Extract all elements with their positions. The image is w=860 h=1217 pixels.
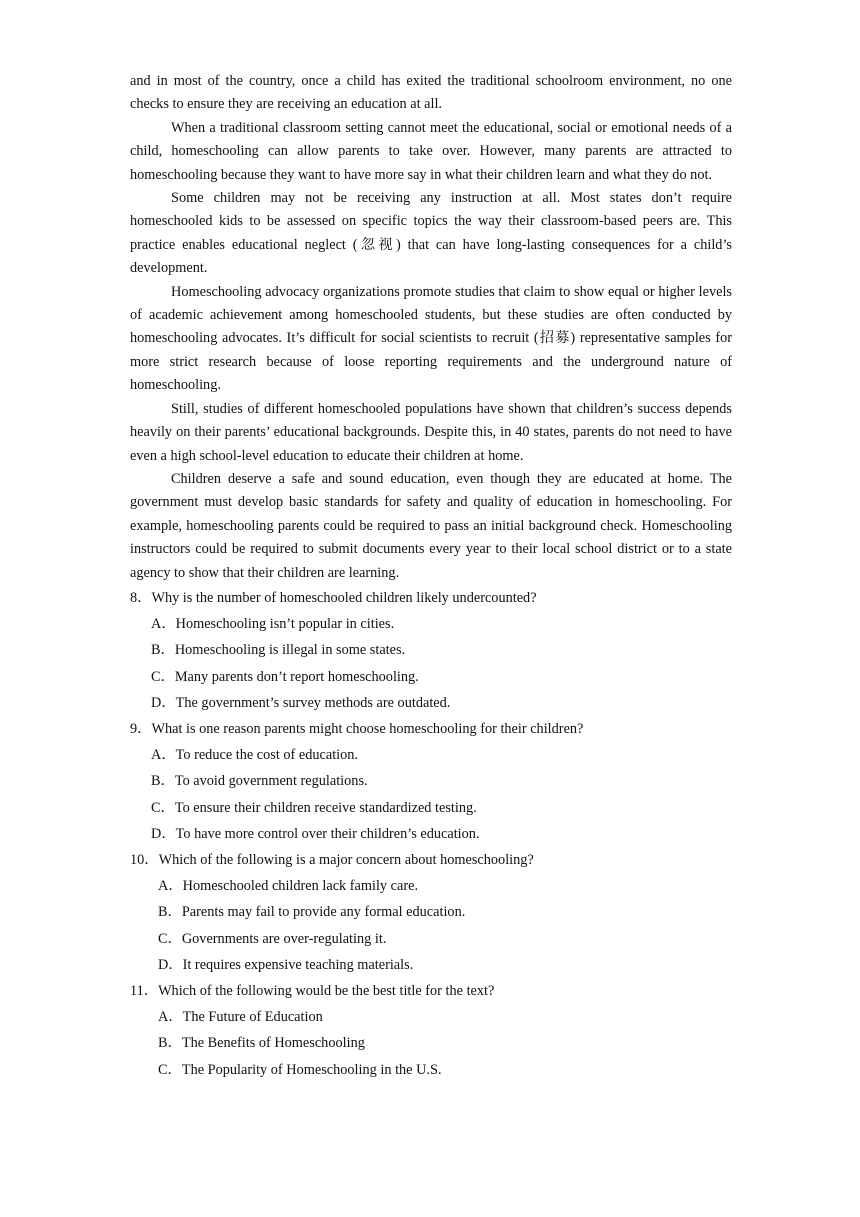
answer-option: A．The Future of Education bbox=[158, 1009, 323, 1026]
answer-option: C．To ensure their children receive standardized testing. bbox=[151, 799, 477, 816]
answer-option: C．Governments are over-regulating it. bbox=[158, 930, 387, 947]
question-11 bbox=[130, 978, 732, 1083]
document-body bbox=[130, 70, 732, 1083]
answer-option: D．To have more control over their children’s education. bbox=[151, 825, 480, 842]
answer-option: C．The Popularity of Homeschooling in the U.S. bbox=[158, 1061, 442, 1078]
question-prompt: 9．What is one reason parents might choose homeschooling for their children? bbox=[130, 720, 584, 737]
passage-paragraph: and in most of the country, once a child has exited the traditional schoolroom environment, no one checks to ensure they are receiving an education at all. bbox=[130, 73, 732, 113]
question-prompt: 8．Why is the number of homeschooled children likely undercounted? bbox=[130, 589, 537, 606]
answer-option: B．To avoid government regulations. bbox=[151, 773, 368, 790]
answer-option: B．Homeschooling is illegal in some states. bbox=[151, 642, 406, 659]
passage-paragraph: Some children may not be receiving any instruction at all. Most states don’t require homeschooled kids to be assessed on specific topics the way their classroom-based peers are. This practice enables educational neglect (忽视) that can have long-lasting consequences for a child’s development. bbox=[130, 190, 732, 277]
answer-option: B．Parents may fail to provide any formal education. bbox=[158, 904, 466, 921]
answer-option: D．It requires expensive teaching materials. bbox=[158, 956, 414, 973]
question-10 bbox=[130, 847, 732, 978]
question-9 bbox=[130, 716, 732, 847]
answer-option: D．The government’s survey methods are outdated. bbox=[151, 694, 451, 711]
answer-option: A．Homeschooled children lack family care. bbox=[158, 878, 419, 895]
question-8 bbox=[130, 585, 732, 716]
passage-paragraph: Children deserve a safe and sound education, even though they are educated at home. The government must develop basic standards for safety and quality of education in homeschooling. For example, homeschooling parents could be required to pass an initial background check. Homeschooling instructors could be required to submit documents every year to their local school district or to a state agency to show that their children are learning. bbox=[130, 470, 732, 581]
question-prompt: 11．Which of the following would be the best title for the text? bbox=[130, 982, 495, 999]
answer-option: C．Many parents don’t report homeschooling. bbox=[151, 668, 419, 685]
answer-option: A．To reduce the cost of education. bbox=[151, 747, 359, 764]
answer-option: B．The Benefits of Homeschooling bbox=[158, 1035, 365, 1052]
passage-paragraph: Still, studies of different homeschooled populations have shown that children’s success depends heavily on their parents’ educational backgrounds. Despite this, in 40 states, parents do not need to have even a high school-level education to educate their children at home. bbox=[130, 400, 732, 464]
answer-option: A．Homeschooling isn’t popular in cities. bbox=[151, 616, 395, 633]
question-prompt: 10．Which of the following is a major concern about homeschooling? bbox=[130, 851, 534, 868]
passage-paragraph: Homeschooling advocacy organizations promote studies that claim to show equal or higher levels of academic achievement among homeschooled students, but these studies are often conducted by homeschooling advocates. It’s difficult for social scientists to recruit (招募) representative samples for more strict research because of loose reporting requirements and the underground nature of homeschooling. bbox=[130, 283, 732, 394]
passage-paragraph: When a traditional classroom setting cannot meet the educational, social or emotional needs of a child, homeschooling can allow parents to take over. However, many parents are attracted to homeschooling because they want to have more say in what their children learn and what they do not. bbox=[130, 119, 732, 183]
